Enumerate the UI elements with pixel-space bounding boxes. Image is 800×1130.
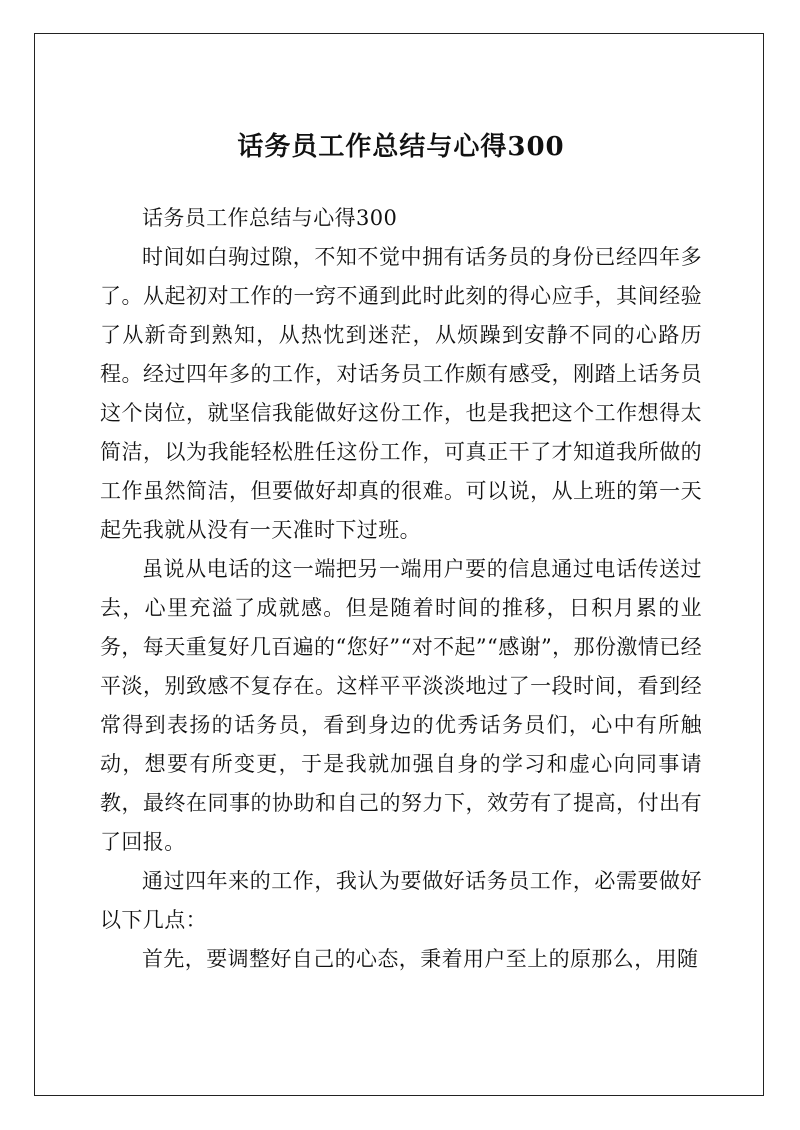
paragraph-key-points: 通过四年来的工作，我认为要做好话务员工作，必需要做好以下几点： bbox=[100, 869, 702, 932]
paragraph-subtitle: 话务员工作总结与心得300 bbox=[142, 206, 398, 230]
document-title: 话务员工作总结与心得300 bbox=[237, 132, 565, 162]
paragraph-experience: 虽说从电话的这一端把另一端用户要的信息通过电话传送过去，心里充溢了成就感。但是随着时间的推移，日积月累的业务，每天重复好几百遍的“您好”“对不起”“感谢”，那份激情已经平淡，别致感不复存在。这样平平淡淡地过了一段时间，看到经常得到表扬的话务员，看到身边的优秀话务员们，心中有所触动，想要有所变更，于是我就加强自身的学习和虚心向同事请教，最终在同事的协助和自己的努力下，效劳有了提高，付出有了回报。 bbox=[100, 557, 702, 854]
paragraph-first-point: 首先，要调整好自己的心态，秉着用户至上的原那么，用随 bbox=[142, 947, 699, 971]
document-body bbox=[100, 125, 702, 979]
paragraph-intro: 时间如白驹过隙，不知不觉中拥有话务员的身份已经四年多了。从起初对工作的一窍不通到此时此刻的得心应手，其间经验了从新奇到熟知，从热忱到迷茫，从烦躁到安静不同的心路历程。经过四年多的工作，对话务员工作颇有感受，刚踏上话务员这个岗位，就坚信我能做好这份工作，也是我把这个工作想得太简洁，以为我能轻松胜任这份工作，可真正干了才知道我所做的工作虽然简洁，但要做好却真的很难。可以说，从上班的第一天起先我就从没有一天准时下过班。 bbox=[100, 245, 702, 542]
